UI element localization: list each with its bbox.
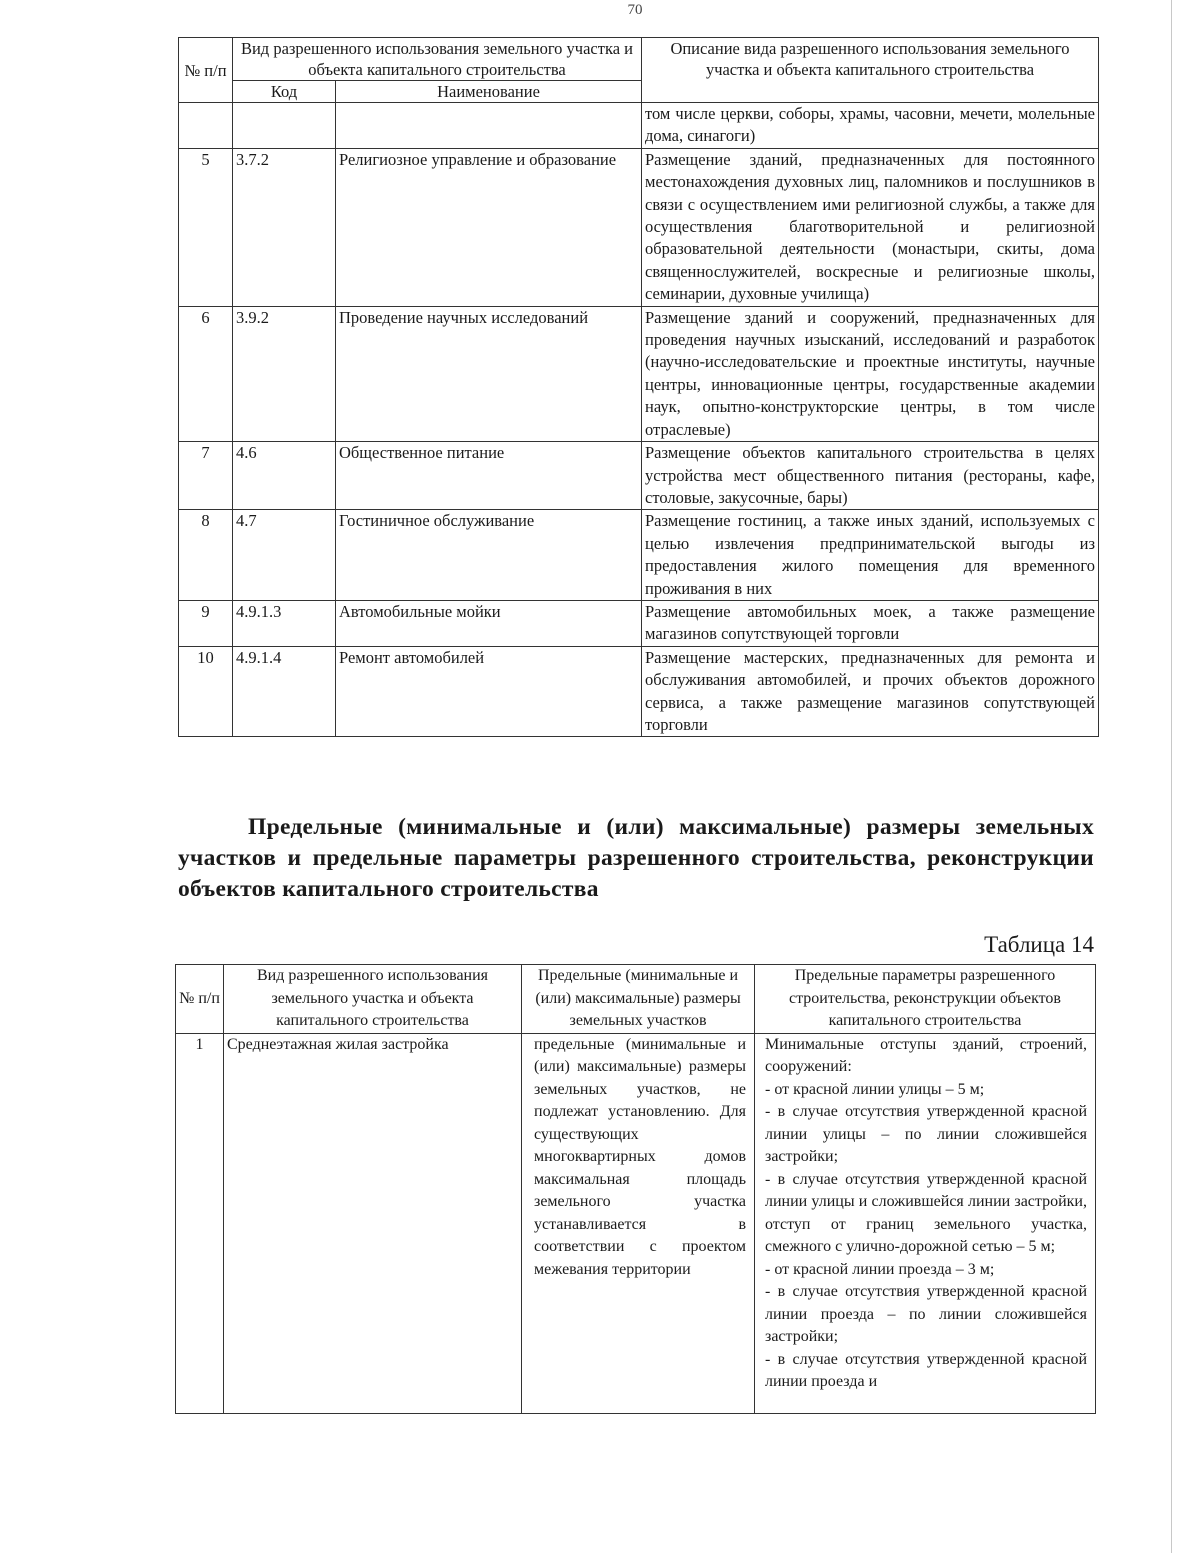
row-name: Ремонт автомобилей <box>336 646 642 737</box>
row-name: Общественное питание <box>336 442 642 510</box>
table-row <box>179 306 1099 441</box>
page-number: 70 <box>627 2 643 18</box>
header-params: Предельные параметры разрешенного строительства, реконструкции объектов капитального строительства <box>755 965 1096 1034</box>
row-description: Размещение гостиниц, а также иных зданий, используемых с целью извлечения предпринимательской выгоды из предоставления жилого помещения для временного проживания в них <box>642 510 1099 601</box>
table-header-row <box>176 965 1096 1034</box>
row-params: Минимальные отступы зданий, строений, сооружений: - от красной линии улицы – 5 м; - в случае отсутствия утвержденной красной линии улицы – по линии сложившейся застройки; - в случае отсутствия утвержденной красной линии улицы и сложившейся линии застройки, отступ от границ земельного участка, смежного с улично-дорожной сетью – 5 м; - от красной линии проезда – 3 м; - в случае отсутствия утвержденной красной линии проезда – по линии сложившейся застройки; - в случае отсутствия утвержденной красной линии проезда и <box>755 1033 1096 1413</box>
row-code: 4.9.1.3 <box>233 600 336 646</box>
row-code: 3.7.2 <box>233 148 336 306</box>
table-row <box>179 148 1099 306</box>
parameters-table <box>175 964 1096 1414</box>
row-code: 4.7 <box>233 510 336 601</box>
row-num: 10 <box>179 646 233 737</box>
row-description: Размещение автомобильных моек, а также размещение магазинов сопутствующей торговли <box>642 600 1099 646</box>
table-row <box>179 510 1099 601</box>
row-description: Размещение объектов капитального строительства в целях устройства мест общественного питания (рестораны, кафе, столовые, закусочные, бары) <box>642 442 1099 510</box>
row-name: Проведение научных исследований <box>336 306 642 441</box>
header-type: Вид разрешенного использования земельного участка и объекта капитального строительства <box>224 965 522 1034</box>
row-num: 9 <box>179 600 233 646</box>
table-row <box>179 600 1099 646</box>
continuation-text: том числе церкви, соборы, храмы, часовни, мечети, молельные дома, синагоги) <box>642 103 1099 149</box>
header-description: Описание вида разрешенного использования земельного участка и объекта капитального строительства <box>642 38 1099 103</box>
row-num: 7 <box>179 442 233 510</box>
table-row <box>176 1033 1096 1413</box>
section-heading: Предельные (минимальные и (или) максимальные) размеры земельных участков и предельные параметры разрешенного строительства, реконструкции объектов капитального строительства <box>178 814 1094 902</box>
row-code: 4.6 <box>233 442 336 510</box>
row-type: Среднеэтажная жилая застройка <box>224 1033 522 1413</box>
scan-edge-line <box>1171 0 1172 1553</box>
table-header-row <box>179 38 1099 81</box>
row-name: Автомобильные мойки <box>336 600 642 646</box>
header-num: № п/п <box>176 965 224 1034</box>
header-name: Наименование <box>336 81 642 103</box>
row-description: Размещение зданий, предназначенных для постоянного местонахождения духовных лиц, паломников и послушников в связи с осуществлением ими религиозной службы, а также для осуществления благотворительной и религиозной образовательной деятельности (монастыри, скиты, дома священнослужителей, воскресные и религиозные школы, семинарии, духовные училища) <box>642 148 1099 306</box>
header-num: № п/п <box>179 38 233 103</box>
header-sizes: Предельные (минимальные и (или) максимальные) размеры земельных участков <box>522 965 755 1034</box>
row-num: 8 <box>179 510 233 601</box>
header-group: Вид разрешенного использования земельного участка и объекта капитального строительства <box>233 38 642 81</box>
row-sizes: предельные (минимальные и (или) максимальные) размеры земельных участков, не подлежат установлению. Для существующих многоквартирных домов максимальная площадь земельного участка устанавливается в соответствии с проектом межевания территории <box>522 1033 755 1413</box>
row-code: 3.9.2 <box>233 306 336 441</box>
header-code: Код <box>233 81 336 103</box>
row-num: 1 <box>176 1033 224 1413</box>
table-label: Таблица 14 <box>984 932 1094 957</box>
row-name: Гостиничное обслуживание <box>336 510 642 601</box>
row-description: Размещение мастерских, предназначенных для ремонта и обслуживания автомобилей, и прочих объектов дорожного сервиса, а также размещение магазинов сопутствующей торговли <box>642 646 1099 737</box>
row-name: Религиозное управление и образование <box>336 148 642 306</box>
row-num: 6 <box>179 306 233 441</box>
land-use-table <box>178 37 1099 737</box>
table-row <box>179 646 1099 737</box>
row-num: 5 <box>179 148 233 306</box>
row-description: Размещение зданий и сооружений, предназначенных для проведения научных изысканий, исследований и разработок (научно-исследовательские и проектные институты, научные центры, инновационные центры, государственные академии наук, опытно-конструкторские центры, в том числе отраслевые) <box>642 306 1099 441</box>
table-row <box>179 103 1099 149</box>
table-row <box>179 442 1099 510</box>
row-code: 4.9.1.4 <box>233 646 336 737</box>
